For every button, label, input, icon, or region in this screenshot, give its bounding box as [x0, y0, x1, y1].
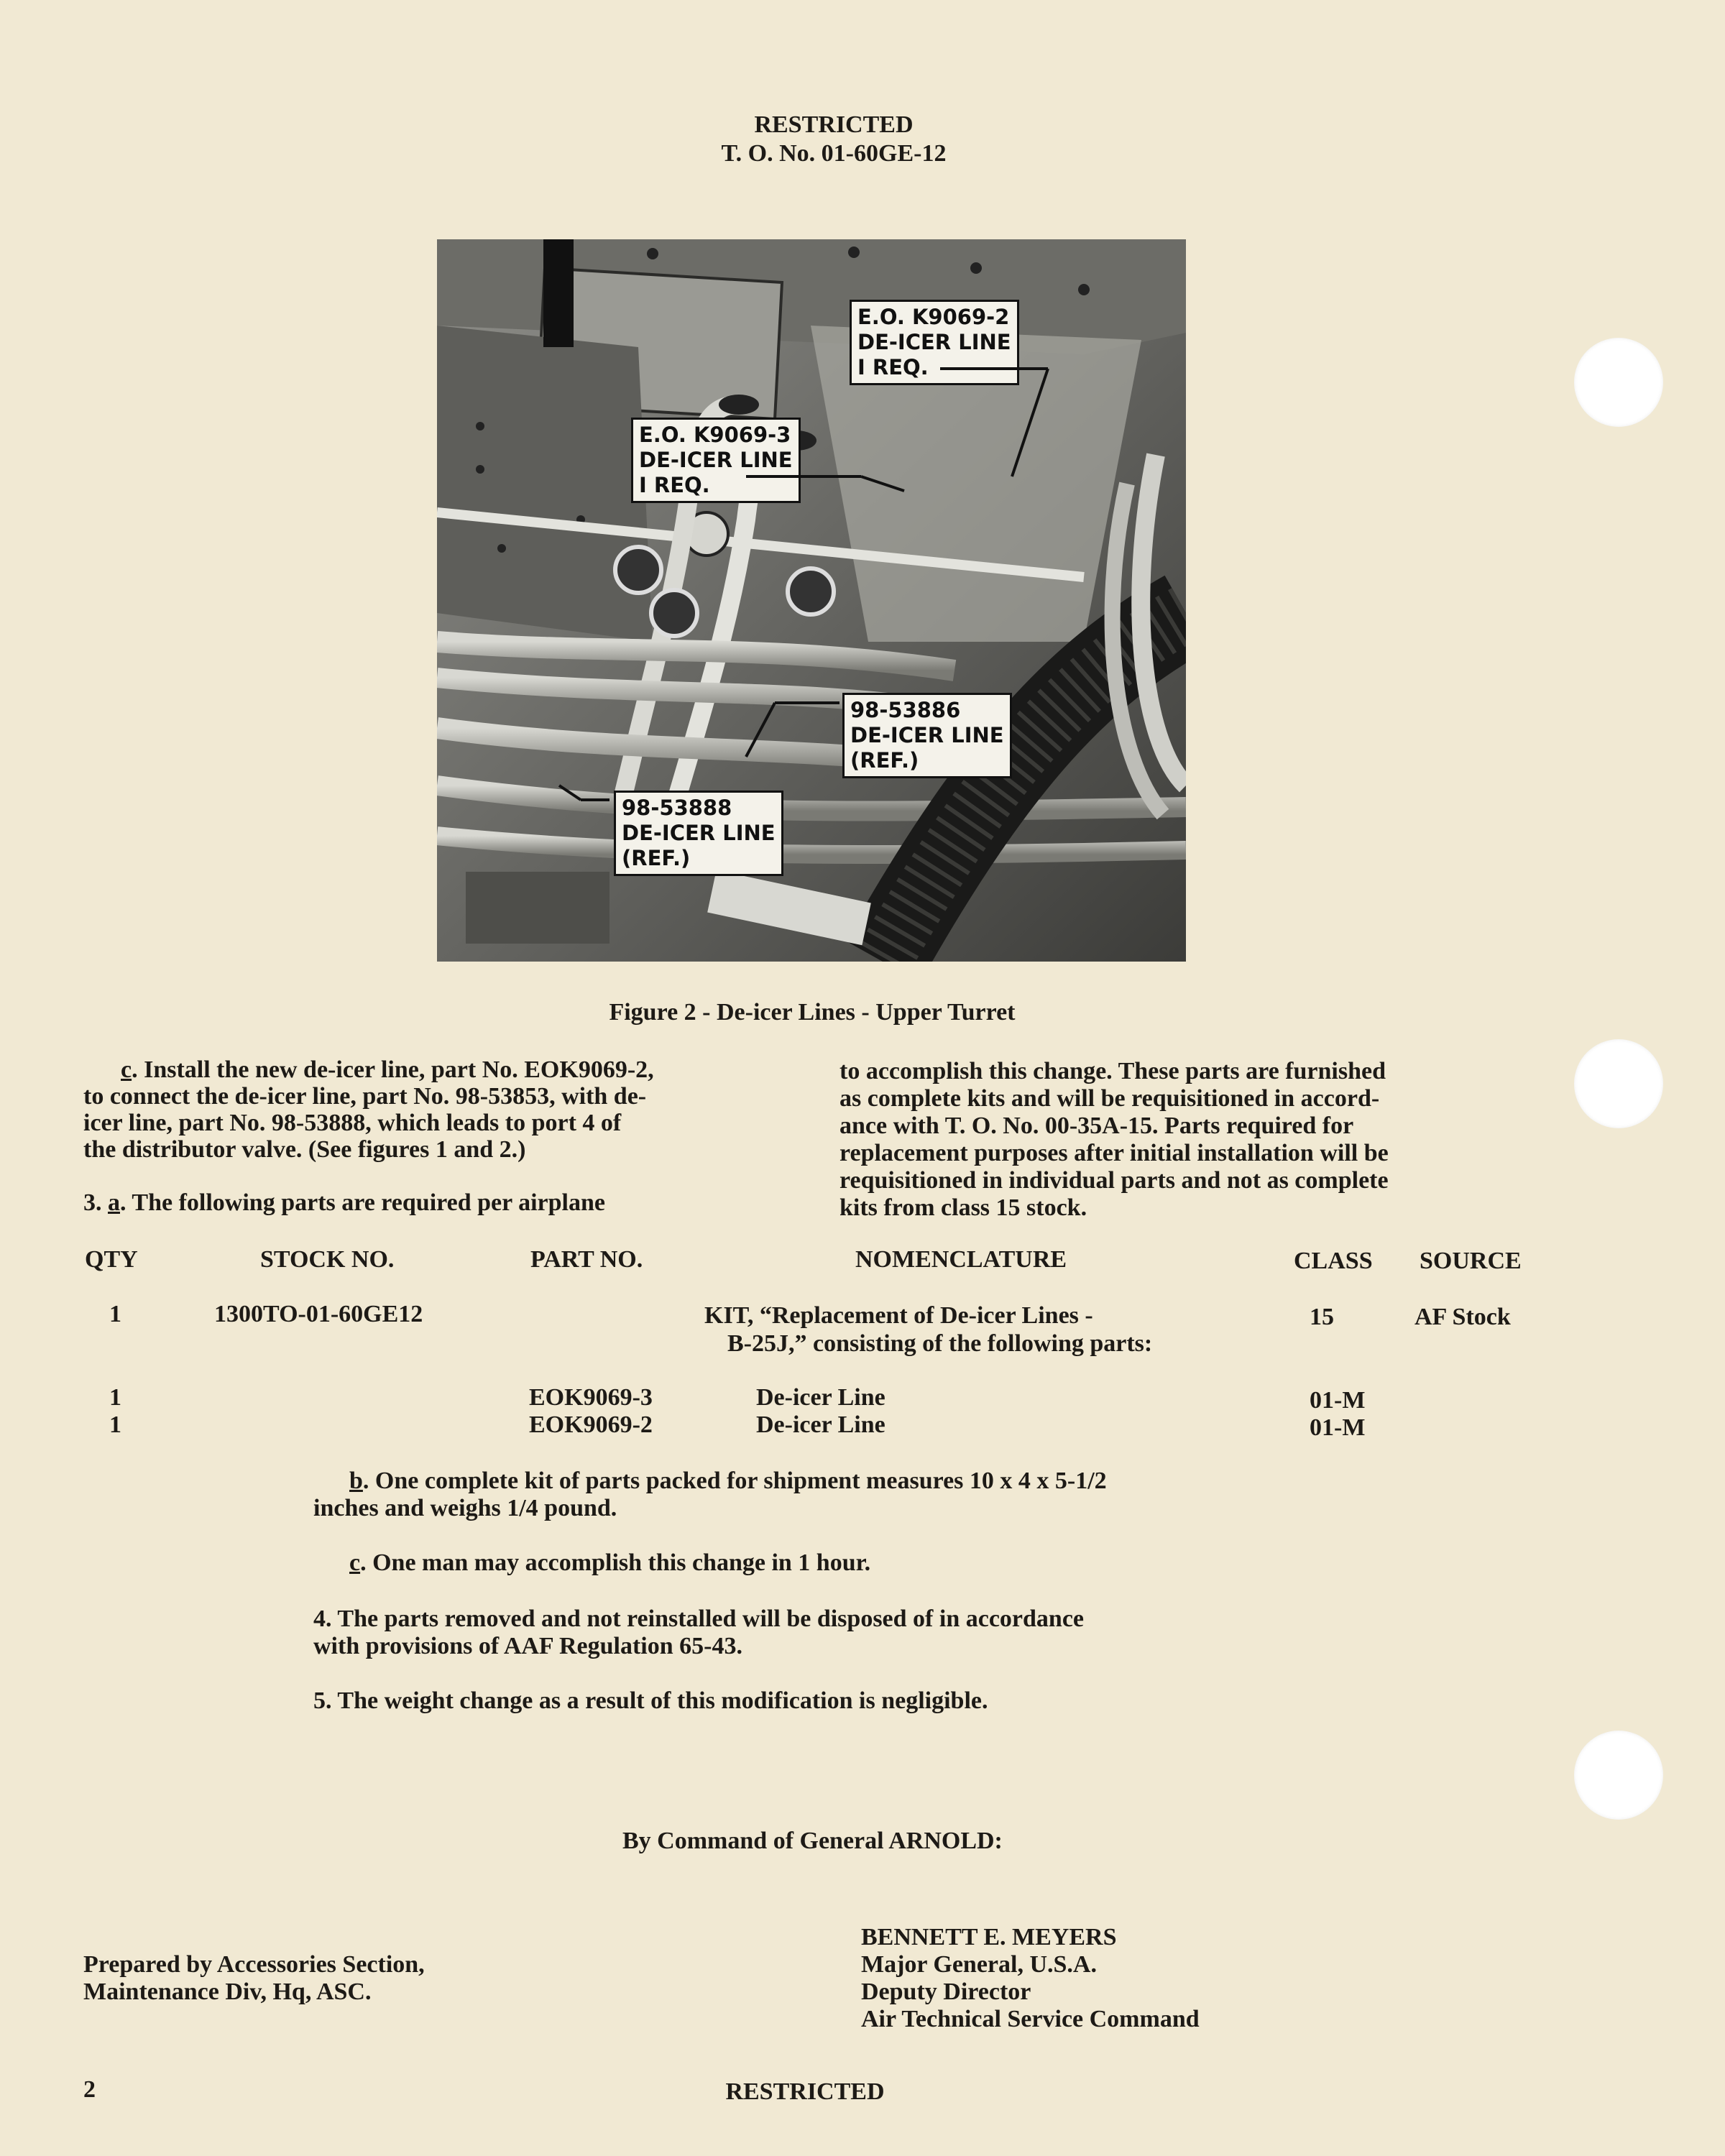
figure-photo: [437, 239, 1186, 962]
header-to-number: T. O. No. 01-60GE-12: [721, 140, 947, 167]
prepared-line2: Maintenance Div, Hq, ASC.: [83, 1978, 372, 2005]
callout-eo-k9069-2: E.O. K9069-2 DE-ICER LINE I REQ.: [850, 300, 1019, 385]
right-col-line1: to accomplish this change. These parts are furnished: [840, 1058, 1386, 1084]
para-3a-line: [83, 1189, 605, 1217]
part2-class: 01-M: [1310, 1414, 1366, 1441]
figure-caption: Figure 2 - De-icer Lines - Upper Turret: [609, 999, 1016, 1026]
header-class: CLASS: [1294, 1248, 1373, 1274]
kit-source: AF Stock: [1414, 1304, 1511, 1330]
signer-name: BENNETT E. MEYERS: [861, 1924, 1117, 1950]
part2-qty: 1: [109, 1411, 121, 1438]
part2-nomenclature: De-icer Line: [756, 1411, 886, 1438]
prepared-line1: Prepared by Accessories Section,: [83, 1951, 425, 1978]
callout-leader-lines: [437, 239, 1186, 962]
para-4-line2: with provisions of AAF Regulation 65-43.: [313, 1633, 742, 1659]
header-source: SOURCE: [1420, 1248, 1522, 1274]
para-b-line1: [349, 1467, 1107, 1496]
footer-restricted: RESTRICTED: [725, 2078, 885, 2105]
para-b-line2: inches and weighs 1/4 pound.: [313, 1495, 617, 1521]
right-col-line4: replacement purposes after initial installation will be: [840, 1140, 1389, 1166]
page-number: 2: [83, 2076, 96, 2103]
kit-class: 15: [1310, 1304, 1334, 1330]
para-c-line4: the distributor valve. (See figures 1 and 2.): [83, 1136, 526, 1163]
header-restricted: RESTRICTED: [754, 111, 914, 138]
part1-part-no: EOK9069-3: [529, 1384, 653, 1411]
right-col-line2: as complete kits and will be requisitioned in accord-: [840, 1085, 1380, 1112]
para-c-line1: [121, 1056, 654, 1084]
para-b-mark: b: [349, 1468, 363, 1494]
para-b-text: . One complete kit of parts packed for shipment measures 10 x 4 x 5-1/2: [362, 1468, 1107, 1494]
part1-qty: 1: [109, 1384, 121, 1411]
command-line: By Command of General ARNOLD:: [622, 1828, 1003, 1854]
punch-hole-top: [1574, 338, 1663, 427]
header-qty: QTY: [85, 1246, 138, 1273]
callout-eo-k9069-3: E.O. K9069-3 DE-ICER LINE I REQ.: [631, 418, 801, 503]
right-col-line3: ance with T. O. No. 00-35A-15. Parts required for: [840, 1112, 1354, 1139]
signer-title2: Deputy Director: [861, 1978, 1031, 2005]
kit-nomenclature-line2: B-25J,” consisting of the following parts:: [727, 1330, 1153, 1357]
part1-nomenclature: De-icer Line: [756, 1384, 886, 1411]
para-3-text: . The following parts are required per airplane: [120, 1189, 605, 1216]
para-c-line2: to connect the de-icer line, part No. 98-53853, with de-: [83, 1083, 647, 1110]
para-5: 5. The weight change as a result of this modification is negligible.: [313, 1687, 988, 1714]
kit-qty: 1: [109, 1301, 121, 1327]
kit-nomenclature-line1: KIT, “Replacement of De-icer Lines -: [704, 1302, 1093, 1329]
para-c2-text: . One man may accomplish this change in 1 hour.: [360, 1549, 871, 1576]
header-part-no: PART NO.: [530, 1246, 643, 1273]
para-3-number: 3.: [83, 1189, 102, 1216]
para-c-mark: c: [121, 1056, 132, 1083]
signer-title1: Major General, U.S.A.: [861, 1951, 1097, 1978]
callout-98-53888: 98-53888 DE-ICER LINE (REF.): [614, 791, 783, 876]
punch-hole-middle: [1574, 1039, 1663, 1128]
signer-title3: Air Technical Service Command: [861, 2006, 1200, 2032]
para-3-mark: a: [108, 1189, 120, 1216]
punch-hole-bottom: [1574, 1731, 1663, 1820]
right-col-line5: requisitioned in individual parts and not as complete: [840, 1167, 1389, 1194]
header-stock-no: STOCK NO.: [260, 1246, 395, 1273]
para-c-line3: icer line, part No. 98-53888, which leads to port 4 of: [83, 1110, 622, 1136]
header-nomenclature: NOMENCLATURE: [855, 1246, 1067, 1273]
para-4-line1: 4. The parts removed and not reinstalled will be disposed of in accordance: [313, 1606, 1084, 1632]
para-c2-line: [349, 1549, 870, 1577]
kit-stock-no: 1300TO-01-60GE12: [214, 1301, 423, 1327]
para-c-text: . Install the new de-icer line, part No. EOK9069-2,: [132, 1056, 654, 1083]
part1-class: 01-M: [1310, 1387, 1366, 1414]
right-col-line6: kits from class 15 stock.: [840, 1194, 1087, 1221]
part2-part-no: EOK9069-2: [529, 1411, 653, 1438]
callout-98-53886: 98-53886 DE-ICER LINE (REF.): [842, 693, 1012, 778]
para-c2-mark: c: [349, 1549, 361, 1576]
